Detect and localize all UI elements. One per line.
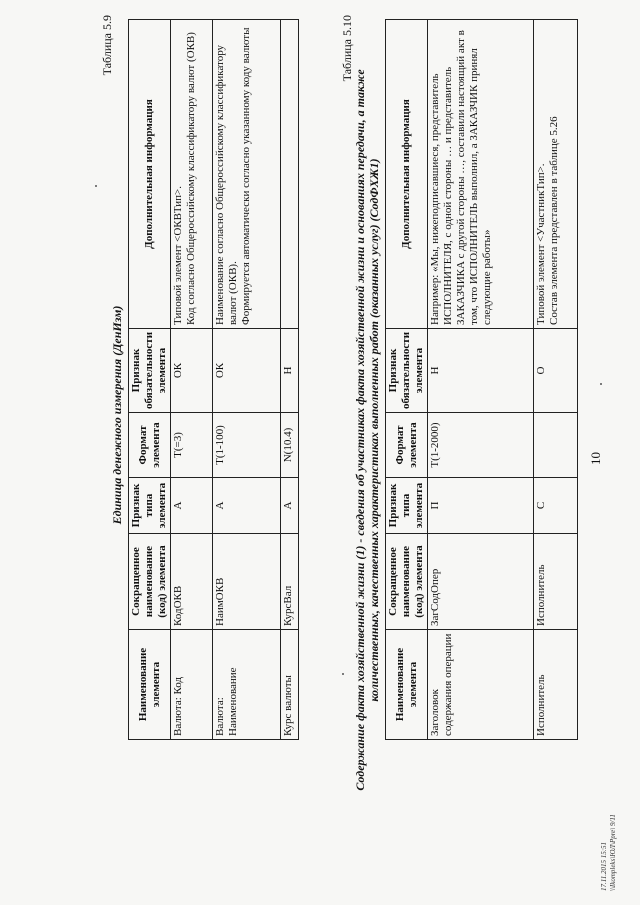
table-header-row — [386, 20, 428, 740]
table-cell: ОК — [171, 329, 213, 413]
table-cell: А — [171, 478, 213, 534]
table-cell: ОК — [213, 329, 281, 413]
header-cell: Признак обязательности элемента — [386, 329, 428, 413]
table-cell: НаимОКВ — [213, 534, 281, 630]
table-header-row — [129, 20, 171, 740]
header-cell: Формат элемента — [129, 413, 171, 478]
header-cell: Дополнительная информация — [386, 20, 428, 329]
header-cell: Признак обязательности элемента — [129, 329, 171, 413]
table-cell: T(1-100) — [213, 413, 281, 478]
table-cell: Исполнитель — [534, 534, 578, 630]
table-cell: T(1-2000) — [428, 413, 534, 478]
table-cell: Н — [428, 329, 534, 413]
table-cell: С — [534, 478, 578, 534]
header-cell: Признак типа элемента — [386, 478, 428, 534]
table-row — [171, 20, 213, 740]
scan-speck — [342, 673, 344, 675]
table-cell: Заголовок содержания операции — [428, 630, 534, 740]
table-row — [534, 20, 578, 740]
scan-speck — [95, 185, 97, 187]
stamp-line: \\Ikompleks\ЮЛ\Ppre\ 9/11 — [609, 814, 617, 891]
page-number: 10 — [588, 452, 603, 465]
table-row — [213, 20, 281, 740]
table-cell — [534, 413, 578, 478]
table-cell: Н — [281, 329, 299, 413]
table-row — [428, 20, 534, 740]
header-cell: Сокращенное наименование (код) элемента — [129, 534, 171, 630]
table-cell: Например: «Мы, нижеподписавшиеся, представитель ИСПОЛНИТЕЛЯ, с одной стороны … и представитель ЗАКАЗЧИКА с другой стороны …, составили настоящий акт в том, что ИСПОЛНИТЕЛЬ выполнил, а ЗАКАЗЧИК принял следующие работы» — [428, 20, 534, 329]
table-5-10-title: Содержание факта хозяйственной жизни (1) - сведения об участниках факта хозяйственной жизни и основаниях передачи, а также количественных, качественных характеристиках выполненных работ (оказанных услуг) (СодФХЖ1) — [353, 69, 381, 791]
table-cell: А — [213, 478, 281, 534]
table-cell: О — [534, 329, 578, 413]
table-cell: Исполнитель — [534, 630, 578, 740]
table-5-10 — [385, 19, 578, 740]
table-cell: T(=3) — [171, 413, 213, 478]
header-cell: Формат элемента — [386, 413, 428, 478]
table-5-9-title: Единица денежного измерения (ДенИзм) — [110, 305, 124, 525]
table-cell: Типовой элемент <ОКВТип>. Код согласно Общероссийскому классификатору валют (ОКВ) — [171, 20, 213, 329]
table-cell: Наименование согласно Общероссийскому классификатору валют (ОКВ). Формируется автоматически согласно указанному коду валюты — [213, 20, 281, 329]
header-cell: Наименование элемента — [129, 630, 171, 740]
header-cell: Наименование элемента — [386, 630, 428, 740]
table-5-9-label: Таблица 5.9 — [100, 15, 114, 76]
table-cell — [281, 20, 299, 329]
print-stamp — [600, 814, 618, 891]
header-cell: Сокращенное наименование (код) элемента — [386, 534, 428, 630]
table-row — [281, 20, 299, 740]
table-cell: Валюта: Наименование — [213, 630, 281, 740]
stamp-line: 17.11.2015 15:51 — [600, 841, 608, 891]
scan-speck — [600, 383, 602, 385]
table-cell: П — [428, 478, 534, 534]
header-cell: Дополнительная информация — [129, 20, 171, 329]
table-cell: А — [281, 478, 299, 534]
table-cell: КурсВал — [281, 534, 299, 630]
table-5-9 — [128, 19, 299, 740]
table-cell: КодОКВ — [171, 534, 213, 630]
table-cell: Типовой элемент <УчастникТип>. Состав элемента представлен в таблице 5.26 — [534, 20, 578, 329]
table-cell: Курс валюты — [281, 630, 299, 740]
table-cell: N(10.4) — [281, 413, 299, 478]
table-cell: ЗагСодОпер — [428, 534, 534, 630]
table-5-10-label: Таблица 5.10 — [340, 15, 354, 82]
table-cell: Валюта: Код — [171, 630, 213, 740]
header-cell: Признак типа элемента — [129, 478, 171, 534]
